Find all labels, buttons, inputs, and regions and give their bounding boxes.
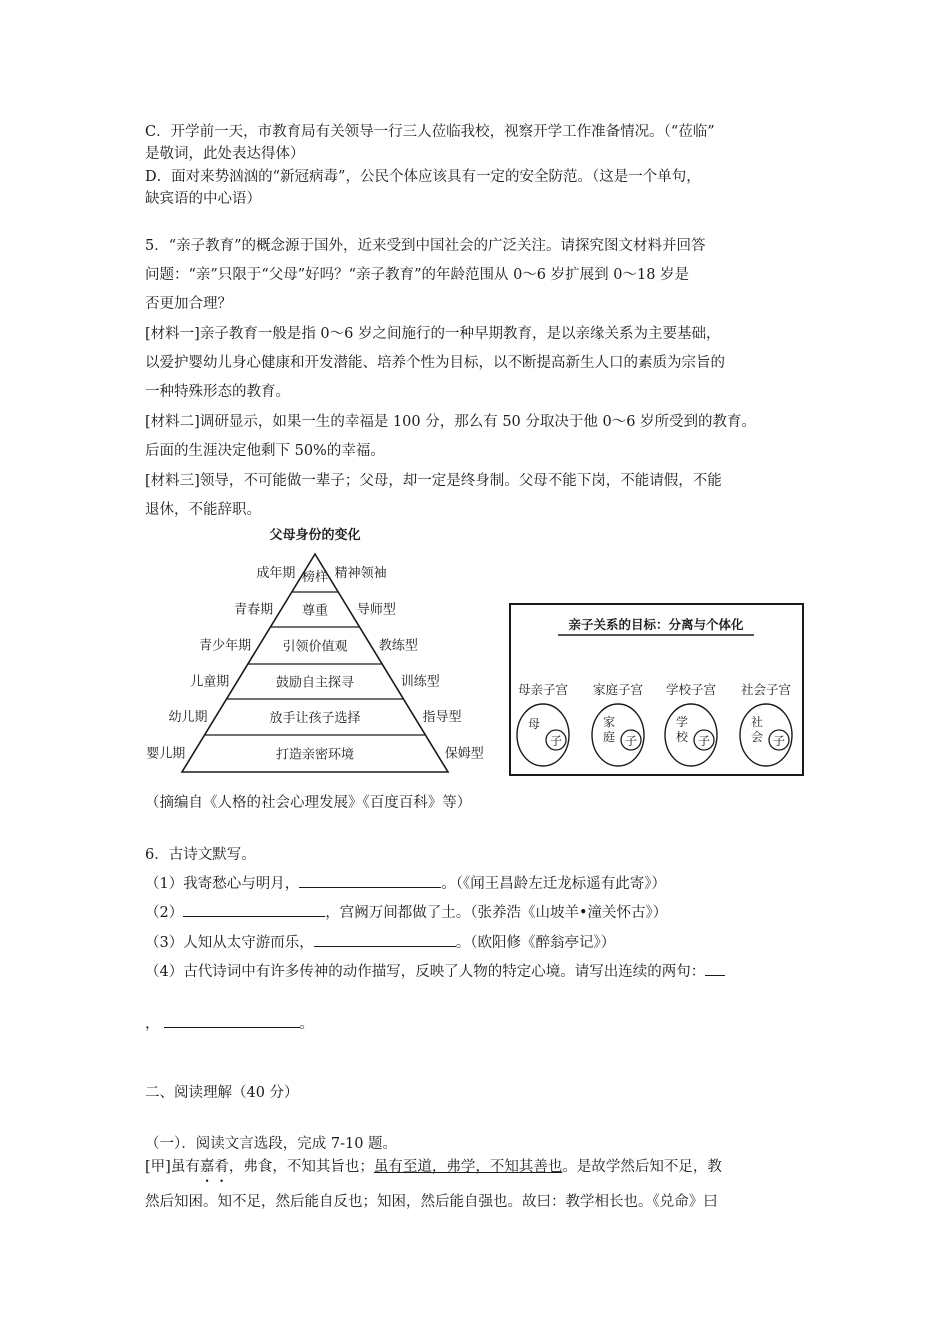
pyramid-content-label: 鼓励自主探寻 — [275, 675, 355, 691]
q6-item-1 — [145, 872, 666, 893]
q6-item-3-prompt: （3）人知从太守游而乐， — [145, 935, 314, 951]
parent-child-goal-box — [508, 602, 805, 777]
palace-label: 学校子宫 — [665, 682, 717, 697]
q6-item-4-blank-1[interactable] — [705, 961, 725, 976]
parent-role-pyramid — [140, 522, 500, 780]
pyramid-stage-label: 幼儿期 — [168, 710, 208, 725]
q4-option-c-line2: 是敬词，此处表达得体） — [145, 146, 305, 162]
q5-stem-line3: 否更加合理？ — [145, 296, 232, 312]
palace-label: 社会子宫 — [740, 682, 792, 697]
q6-item-2 — [145, 901, 667, 922]
palace-label: 家庭子宫 — [592, 682, 644, 697]
outer-womb-label: 母 — [527, 717, 541, 731]
q6-item-1-blank[interactable] — [299, 873, 441, 888]
pyramid-stage-label: 青春期 — [234, 602, 274, 618]
material-1-line1: [材料一]亲子教育一般是指 0～6 岁之间施行的一种早期教育，是以亲缘关系为主要基础， — [145, 326, 721, 342]
q4-option-c-line1: C．开学前一天，市教育局有关领导一行三人莅临我校，视察开学工作准备情况。（“莅临” — [145, 124, 715, 140]
goal-box-title: 亲子关系的目标：分离与个体化 — [568, 617, 744, 632]
pyramid-content-label: 打造亲密环境 — [275, 747, 355, 763]
inner-child-label: 子 — [624, 734, 638, 748]
palace-label: 母亲子宫 — [517, 682, 569, 697]
pyramid-stage-label: 婴儿期 — [146, 746, 186, 762]
q6-item-2-text: ，宫阙万间都做了土。（张养浩《山坡羊•潼关怀古》） — [325, 905, 668, 921]
passage-text: [甲]虽有 — [145, 1159, 200, 1175]
pyramid-role-label: 保姆型 — [444, 746, 484, 762]
pyramid-role-label: 导师型 — [356, 602, 396, 618]
q6-item-1-prompt: （1）我寄愁心与明月， — [145, 876, 300, 892]
pyramid-stage-label: 儿童期 — [190, 674, 230, 690]
q6-item-4-prompt: （4）古代诗词中有许多传神的动作描写，反映了人物的特定心境。请写出连续的两句： — [145, 964, 706, 980]
q5-stem-line1: 5．“亲子教育”的概念源于国外，近来受到中国社会的广泛关注。请探究图文材料并回答 — [145, 238, 706, 254]
pyramid-role-label: 教练型 — [378, 638, 418, 654]
material-3-line1: [材料三]领导，不可能做一辈子；父母，却一定是终身制。父母不能下岗，不能请假，不能 — [145, 473, 722, 489]
material-2-line1: [材料二]调研显示，如果一生的幸福是 100 分，那么有 50 分取决于他 0～6 岁所受到的教育。 — [145, 414, 757, 430]
passage-jia-line1 — [145, 1155, 722, 1176]
material-3-line2: 退休，不能辞职。 — [145, 502, 261, 518]
q5-stem-line2: 问题：“亲”只限于“父母”好吗？“亲子教育”的年龄范围从 0～6 岁扩展到 0～18 岁是 — [145, 267, 690, 283]
q6-item-4-continued — [145, 1012, 314, 1033]
q6-item-3 — [145, 931, 615, 952]
q6-item-2-blank[interactable] — [183, 902, 325, 917]
reading-part-1-title: （一）．阅读文言选段，完成 7-10 题。 — [145, 1136, 398, 1152]
q6-item-4-end: 。 — [299, 1016, 314, 1032]
pyramid-role-label: 训练型 — [400, 674, 440, 690]
section-2-title: 二、阅读理解（40 分） — [145, 1085, 299, 1101]
dotted-char-yao: 肴 — [214, 1159, 229, 1175]
q6-item-4 — [145, 960, 725, 981]
passage-text: 。是故学然后知不足，教 — [562, 1159, 722, 1175]
pyramid-content-label: 榜样 — [301, 570, 329, 585]
q6-item-1-source: 。（《闻王昌龄左迁龙标遥有此寄》） — [441, 876, 666, 892]
q6-item-4-blank-2[interactable] — [164, 1013, 300, 1028]
outer-womb-label: 庭 — [602, 730, 616, 744]
outer-womb-label: 校 — [675, 730, 689, 744]
pyramid-role-label: 指导型 — [422, 710, 462, 725]
q6-item-3-source: 。（欧阳修《醉翁亭记》） — [455, 935, 616, 951]
pyramid-role-label: 精神领袖 — [334, 566, 387, 581]
pyramid-content-label: 放手让孩子选择 — [269, 711, 361, 726]
material-1-line3: 一种特殊形态的教育。 — [145, 384, 290, 400]
inner-child-label: 子 — [549, 734, 563, 748]
passage-jia-line2: 然后知困。知不足，然后能自反也；知困，然后能自强也。故曰：教学相长也。《兑命》曰 — [145, 1194, 718, 1210]
inner-child-label: 子 — [697, 734, 711, 748]
underlined-sentence: 虽有至道，弗学，不知其善也 — [373, 1159, 563, 1175]
q6-item-3-blank[interactable] — [314, 932, 456, 947]
pyramid-content-label: 尊重 — [301, 603, 329, 619]
material-2-line2: 后面的生涯决定他剩下 50%的幸福。 — [145, 443, 385, 459]
outer-womb-label: 家 — [602, 715, 616, 729]
inner-child-label: 子 — [772, 734, 786, 748]
q4-option-d-line1: D．面对来势汹汹的“新冠病毒”，公民个体应该具有一定的安全防范。（这是一个单句， — [145, 169, 701, 185]
outer-womb-label: 学 — [675, 715, 689, 729]
materials-source: （摘编自《人格的社会心理发展》《百度百科》等） — [145, 795, 472, 811]
passage-text: ，弗食，不知其旨也； — [228, 1159, 374, 1175]
material-1-line2: 以爱护婴幼儿身心健康和开发潜能、培养个性为目标，以不断提高新生人口的素质为宗旨的 — [145, 355, 725, 371]
dotted-char-jia: 嘉 — [199, 1159, 215, 1175]
q6-item-2-number: （2） — [145, 905, 184, 921]
pyramid-stage-label: 青少年期 — [199, 638, 252, 654]
q4-option-d-line2: 缺宾语的中心语） — [145, 191, 261, 207]
q6-item-4-comma: ， — [145, 1016, 160, 1032]
outer-womb-label: 会 — [750, 730, 764, 744]
q6-title: 6．古诗文默写。 — [145, 847, 256, 863]
outer-womb-label: 社 — [750, 715, 764, 729]
pyramid-stage-label: 成年期 — [256, 566, 296, 581]
pyramid-content-label: 引领价值观 — [282, 639, 348, 655]
pyramid-title: 父母身份的变化 — [269, 528, 361, 543]
